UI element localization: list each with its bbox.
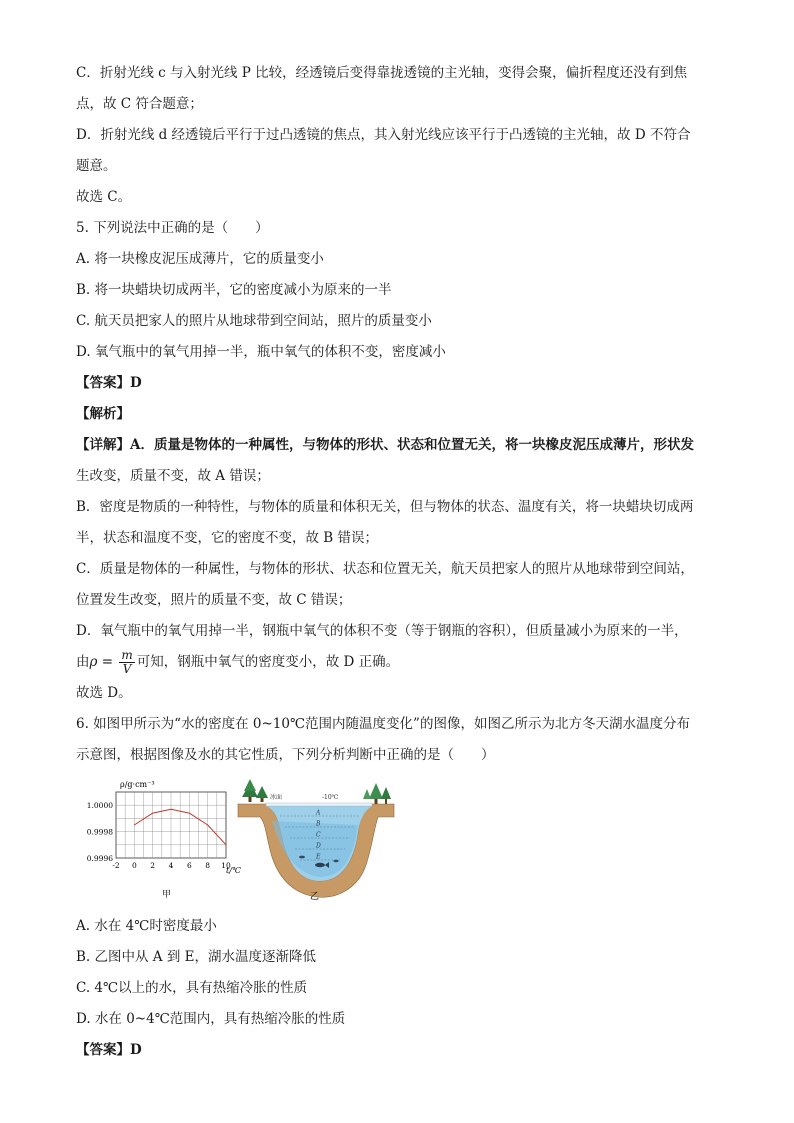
- text-line-top-2: D．折射光线 d 经透镜后平行于过凸透镜的焦点，其入射光线应该平行于凸透镜的主光轴，故 D 不符合: [76, 127, 691, 143]
- ice-surface: [266, 803, 372, 806]
- text-line-top-7: B. 将一块蜡块切成两半，它的密度减小为原来的一半: [76, 282, 392, 298]
- text-line-mid-2: 示意图，根据图像及水的其它性质，下列分析判断中正确的是（ ）: [76, 747, 495, 763]
- text-line-top-3: 题意。: [76, 158, 117, 174]
- text-line-top-1: 点，故 C 符合题意；: [76, 96, 203, 112]
- ice-label: 冰面: [270, 794, 283, 801]
- x-axis-label: t/℃: [226, 866, 241, 875]
- formula-eq: =: [97, 654, 118, 670]
- text-block-bottom: [76, 911, 726, 1066]
- text-line-top-18: D．氧气瓶中的氧气用掉一半，钢瓶中氧气的体积不变（等于钢瓶的容积），但质量减小为原来的一半，: [76, 623, 688, 639]
- figure-row: [76, 777, 726, 909]
- text-line-mid-1: 6. 如图甲所示为“水的密度在 0~10℃范围内随温度变化”的图像，如图乙所示为北方冬天湖水温度分布: [76, 716, 690, 732]
- text-line-top-12: 【详解】A．质量是物体的一种属性，与物体的形状、状态和位置无关，将一块橡皮泥压成薄片，形状发: [76, 437, 694, 453]
- text-block-mid: [76, 678, 726, 771]
- text-line-bottom-0: A. 水在 4℃时密度最小: [76, 918, 217, 934]
- tree-right-icon: [363, 783, 391, 804]
- x-tick-label: 2: [150, 861, 156, 870]
- layer-label: D: [316, 842, 321, 850]
- x-tick-label: 10: [221, 861, 231, 870]
- text-line-bottom-1: B. 乙图中从 A 到 E，湖水温度逐渐降低: [76, 949, 316, 965]
- y-axis-label: ρ/g·cm⁻³: [120, 780, 155, 789]
- document-page: [76, 58, 726, 1066]
- text-line-top-10: 【答案】D: [76, 375, 142, 391]
- x-tick-label: 0: [131, 861, 137, 870]
- text-line-top-8: C. 航天员把家人的照片从地球带到空间站，照片的质量变小: [76, 313, 432, 329]
- text-line-top-13: 生改变，质量不变，故 A 错误；: [76, 468, 270, 484]
- plot-grid: [116, 792, 226, 858]
- layer-label: C: [316, 831, 321, 839]
- x-tick-label: -2: [112, 861, 120, 870]
- text-line-bottom-3: D. 水在 0~4℃范围内，具有热缩冷胀的性质: [76, 1011, 346, 1027]
- layer-label: A: [316, 809, 321, 817]
- tree-left-icon: [242, 779, 268, 802]
- formula-prefix: 由: [76, 654, 90, 670]
- figure-jia-density-chart: [76, 777, 241, 909]
- layer-label: B: [316, 820, 321, 828]
- text-line-top-11: 【解析】: [76, 406, 130, 422]
- text-line-top-5: 5. 下列说法中正确的是（ ）: [76, 220, 269, 236]
- text-line-top-6: A. 将一块橡皮泥压成薄片，它的质量变小: [76, 251, 324, 267]
- figure-yi-caption: 乙: [310, 892, 320, 902]
- text-line-mid-0: 故选 D。: [76, 685, 132, 701]
- formula-rho: ρ: [89, 654, 98, 670]
- formula-line: [76, 647, 726, 678]
- x-tick-label: 4: [168, 861, 174, 870]
- text-line-top-16: C．质量是物体的一种属性，与物体的形状、状态和位置无关，航天员把家人的照片从地球带到空间站，: [76, 561, 694, 577]
- formula-numerator: m: [121, 648, 133, 662]
- figure-jia-caption: 甲: [162, 890, 172, 900]
- surface-temperature-label: -10℃: [322, 794, 339, 801]
- x-tick-label: 8: [205, 861, 211, 870]
- text-line-bottom-2: C. 4℃以上的水，具有热缩冷胀的性质: [76, 980, 308, 996]
- text-line-top-15: 半，状态和温度不变，它的密度不变，故 B 错误；: [76, 530, 379, 546]
- figure-yi-lake-diagram: [236, 777, 396, 909]
- text-line-top-0: C．折射光线 c 与入射光线 P 比较，经透镜后变得靠拢透镜的主光轴，变得会聚，偏折程度还没有到焦: [76, 65, 688, 81]
- formula-denominator: V: [122, 662, 132, 676]
- layer-label: E: [316, 853, 321, 861]
- text-line-top-14: B．密度是物质的一种特性，与物体的质量和体积无关，但与物体的状态、温度有关，将一块蜡块切成两: [76, 499, 694, 515]
- text-line-top-9: D. 氧气瓶中的氧气用掉一半，瓶中氧气的体积不变，密度减小: [76, 344, 446, 360]
- y-tick-label: 0.9996: [86, 854, 113, 863]
- y-tick-label: 1.0000: [86, 801, 113, 811]
- text-line-top-4: 故选 C。: [76, 189, 132, 205]
- y-tick-label: 0.9998: [86, 827, 113, 837]
- formula-fraction: [119, 649, 134, 676]
- formula-suffix: 可知，钢瓶中氧气的密度变小，故 D 正确。: [136, 654, 400, 670]
- text-line-top-17: 位置发生改变，照片的质量不变，故 C 错误；: [76, 592, 352, 608]
- x-tick-label: 6: [186, 861, 192, 870]
- text-line-bottom-4: 【答案】D: [76, 1042, 142, 1058]
- text-block-top: [76, 58, 726, 647]
